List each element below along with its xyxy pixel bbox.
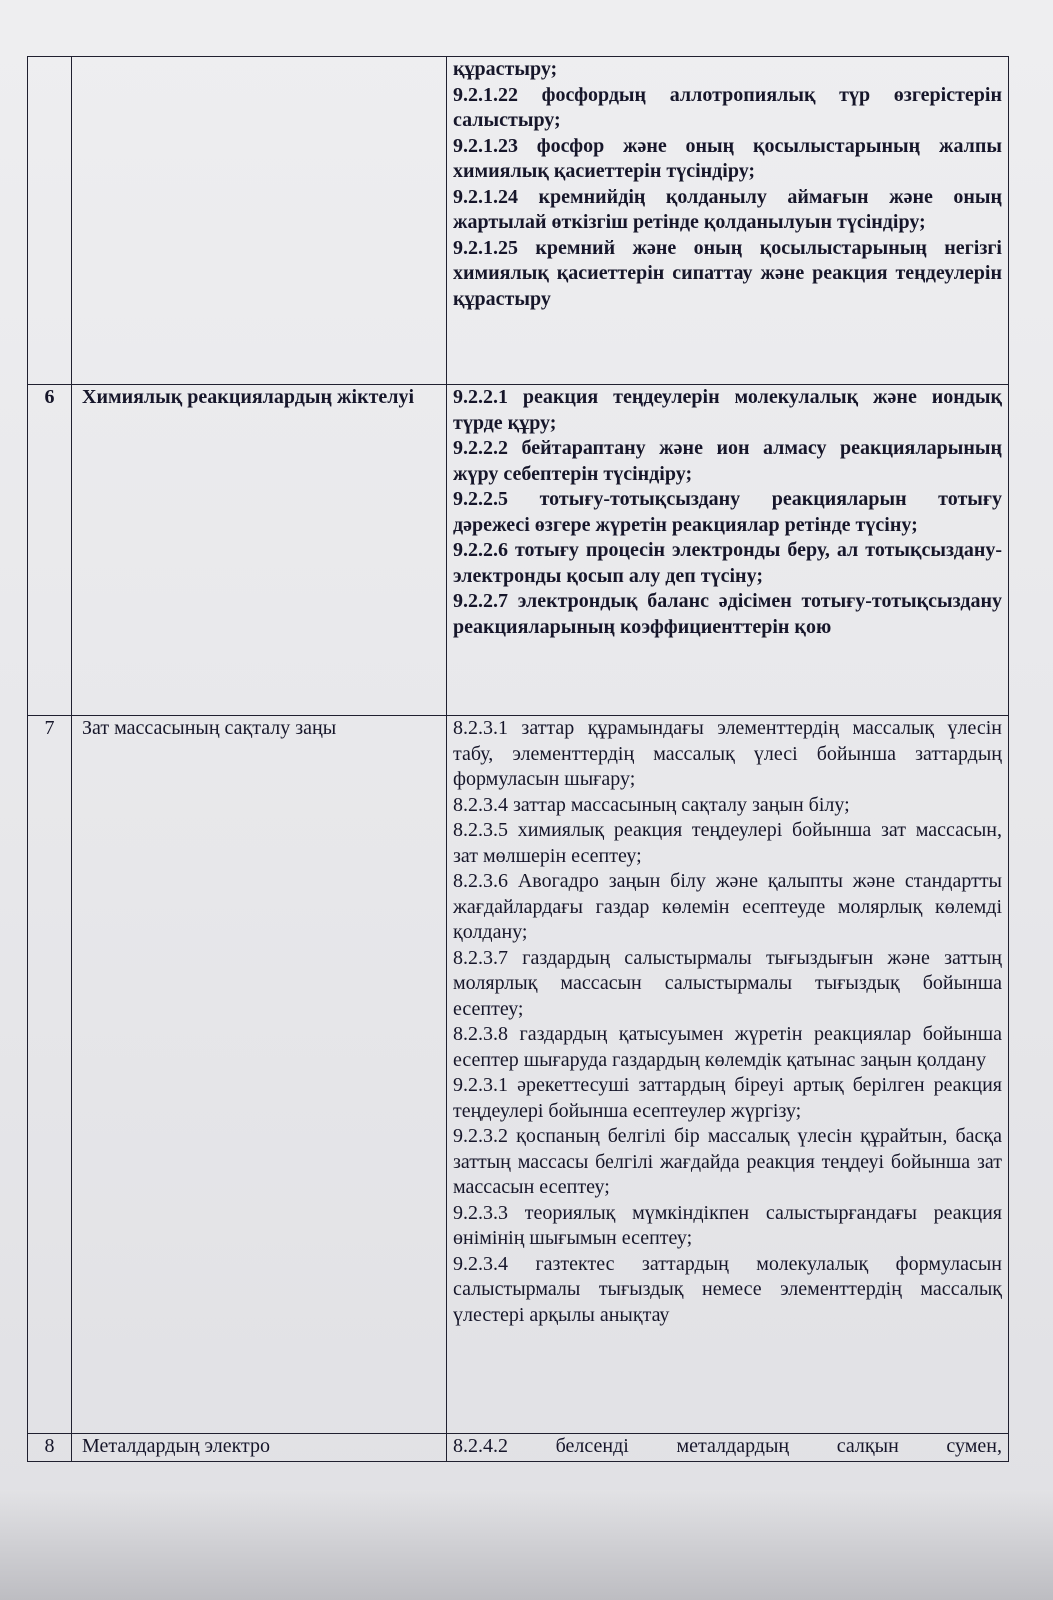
objectives-cell — [447, 385, 1009, 716]
objective-item: 8.2.4.2 белсенді металдардың салқын сумен, — [453, 1435, 1002, 1457]
objective-item: 8.2.3.4 заттар массасының сақталу заңын білу; — [453, 793, 850, 816]
topic-cell: Зат массасының сақталу заңы — [72, 716, 447, 1434]
objective-item: 9.2.2.7 электрондық баланс әдісімен тотығу-тотықсыздану реакцияларының коэффициенттерін қою — [453, 590, 1002, 638]
table-row — [28, 716, 1009, 1434]
objective-item: 9.2.1.25 кремний және оның қосылыстарының негізгі химиялық қасиеттерін сипаттау және реакция теңдеулерін құрастыру — [453, 236, 1002, 310]
objective-item: 9.2.1.23 фосфор және оның қосылыстарының жалпы химиялық қасиеттерін түсіндіру; — [453, 134, 1002, 182]
topic-cell: Металдардың электро — [72, 1434, 447, 1462]
table-row — [28, 1434, 1009, 1462]
objective-item: құрастыру; — [453, 58, 558, 80]
objective-item: 9.2.3.1 әрекеттесуші заттардың біреуі артық берілген реакция теңдеулері бойынша есептеулер жүргізу; — [453, 1074, 1002, 1122]
table-row — [28, 57, 1009, 385]
objective-item: 8.2.3.5 химиялық реакция теңдеулері бойынша зат массасын, зат мөлшерін есептеу; — [453, 819, 1002, 867]
objective-item: 8.2.3.7 газдардың салыстырмалы тығыздығын және заттың молярлық массасын салыстырмалы тығыздық бойынша есептеу; — [453, 946, 1002, 1020]
curriculum-table — [27, 56, 1009, 1462]
page-shadow — [0, 1490, 1053, 1600]
row-number: 7 — [28, 716, 72, 1434]
objective-item: 9.2.2.5 тотығу-тотықсыздану реакцияларын тотығу дәрежесі өзгере жүретін реакциялар ретінде түсіну; — [453, 488, 1002, 536]
objective-item: 9.2.2.2 бейтараптану және ион алмасу реакцияларының жүру себептерін түсіндіру; — [453, 437, 1002, 485]
objective-item: 9.2.3.2 қоспаның белгілі бір массалық үлесін құрайтын, басқа заттың массасы белгілі жағдайда реакция теңдеуі бойынша зат массасын есептеу; — [453, 1125, 1002, 1198]
table-row — [28, 385, 1009, 716]
objective-item: 9.2.3.4 газтектес заттардың молекулалық формуласын салыстырмалы тығыздық немесе элементтердің массалық үлестері арқылы анықтау — [453, 1252, 1002, 1326]
objective-item: 9.2.3.3 теориялық мүмкіндікпен салыстырғандағы реакция өнімінің шығымын есептеу; — [453, 1201, 1002, 1249]
row-number: 6 — [28, 385, 72, 716]
objective-item: 9.2.2.6 тотығу процесін электронды беру, ал тотықсыздану-электронды қосып алу деп түсіну; — [453, 539, 1002, 587]
objective-item: 8.2.3.8 газдардың қатысуымен жүретін реакциялар бойынша есептер шығаруда газдардың көлемдік қатынас заңын қолдану — [453, 1023, 1002, 1071]
topic-cell: Химиялық реакциялардың жіктелуі — [72, 385, 447, 716]
objectives-cell — [447, 1434, 1009, 1462]
row-number — [28, 57, 72, 385]
objective-item: 9.2.2.1 реакция теңдеулерін молекулалық және иондық түрде құру; — [453, 386, 1002, 434]
objective-item: 8.2.3.1 заттар құрамындағы элементтердің массалық үлесін табу, элементтердің массалық үлесі бойынша заттардың формуласын шығару; — [453, 717, 1002, 790]
row-number: 8 — [28, 1434, 72, 1462]
objectives-cell — [447, 57, 1009, 385]
objective-item: 8.2.3.6 Авогадро заңын білу және қалыпты және стандартты жағдайлардағы газдар көлемін есептеуде молярлық көлемді қолдану; — [453, 870, 1002, 943]
objectives-cell — [447, 716, 1009, 1434]
objective-item: 9.2.1.24 кремнийдің қолданылу аймағын және оның жартылай өткізгіш ретінде қолданылуын түсіндіру; — [453, 185, 1002, 233]
objective-item: 9.2.1.22 фосфордың аллотропиялық түр өзгерістерін салыстыру; — [453, 83, 1002, 131]
topic-cell — [72, 57, 447, 385]
